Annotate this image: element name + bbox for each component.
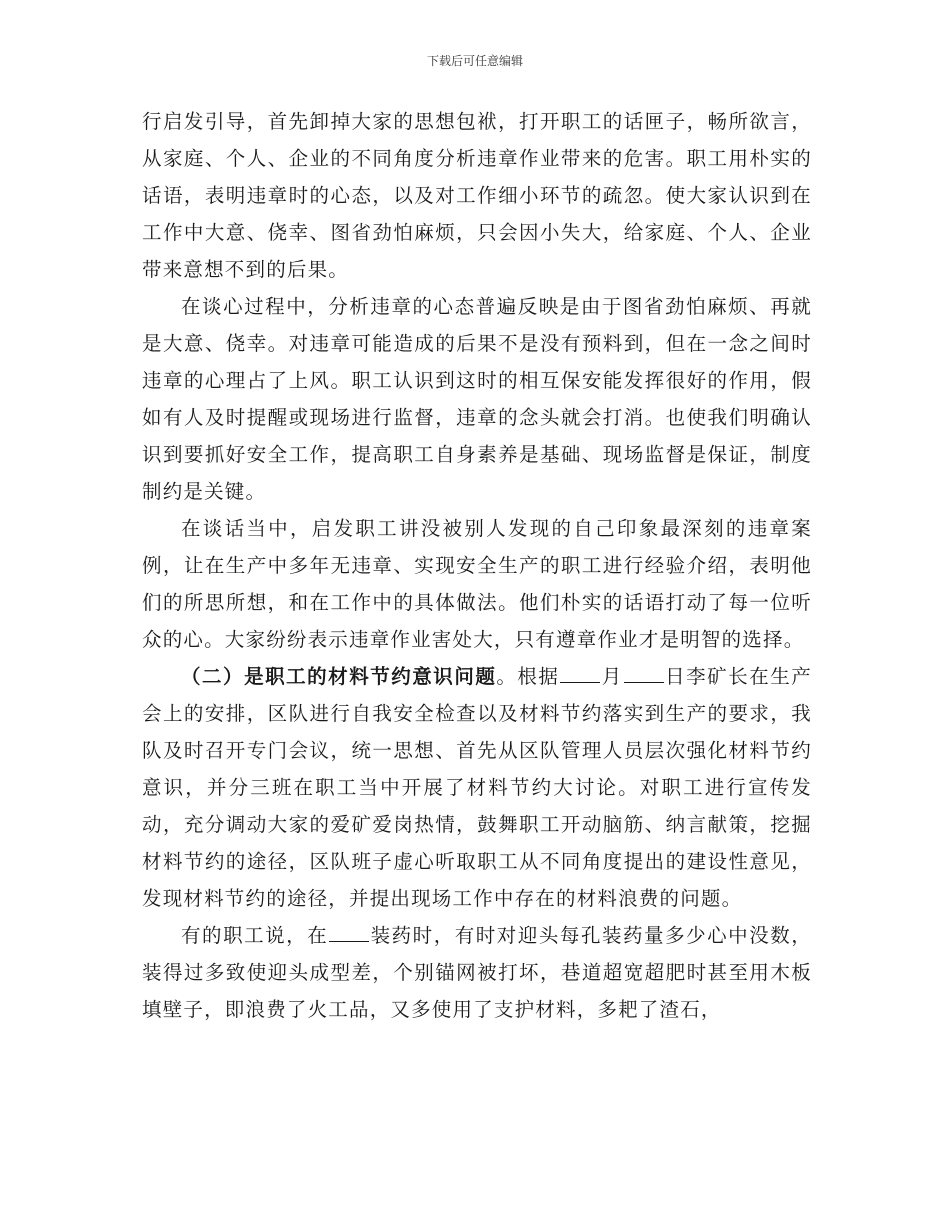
paragraph-2: 在谈心过程中，分析违章的心态普遍反映是由于图省劲怕麻烦、再就是大意、侥幸。对违章可能造成的后果不是没有预料到，但在一念之间时违章的心理占了上风。职工认识到这时的相互保安能发挥很好的作用，假如有人及时提醒或现场进行监督，违章的念头就会打消。也使我们明确认识到要抓好安全工作，提高职工自身素养是基础、现场监督是保证，制度制约是关键。	[142, 295, 812, 503]
paragraph-4	[142, 658, 812, 917]
paragraph-5-text-2: 装药时，有时对迎头每孔装药量多少心中没数，装得过多致使迎头成型差，个别锚网被打坏，巷道超宽超肥时甚至用木板填壁子，即浪费了火工品，又多使用了支护材料，多耙了渣石，	[142, 924, 812, 1021]
fill-blank-location	[329, 923, 369, 942]
paragraph-4-text-2: 月	[601, 665, 623, 688]
fill-blank-day	[624, 664, 664, 683]
paragraph-1: 行启发引导，首先卸掉大家的思想包袱，打开职工的话匣子，畅所欲言，从家庭、个人、企业的不同角度分析违章作业带来的危害。职工用朴实的话语，表明违章时的心态，以及对工作细小环节的疏忽。使大家认识到在工作中大意、侥幸、图省劲怕麻烦，只会因小失大，给家庭、个人、企业带来意想不到的后果。	[142, 110, 812, 281]
paragraph-3: 在谈话当中，启发职工讲没被别人发现的自己印象最深刻的违章案例，让在生产中多年无违章、实现安全生产的职工进行经验介绍，表明他们的所思所想，和在工作中的具体做法。他们朴实的话语打动了每一位听众的心。大家纷纷表示违章作业害处大，只有遵章作业才是明智的选择。	[142, 517, 812, 651]
fill-blank-month	[560, 664, 600, 683]
page-header: 下载后可任意编辑	[426, 54, 523, 68]
paragraph-4-text-3: 日李矿长在生产会上的安排，区队进行自我安全检查以及材料节约落实到生产的要求，我队及时召开专门会议，统一思想、首先从区队管理人员层次强化材料节约意识，并分三班在职工当中开展了材料节约大讨论。对职工进行宣传发动，充分调动大家的爱矿爱岗热情，鼓舞职工开动脑筋、纳言献策，挖掘材料节约的途径，区队班子虚心听取职工从不同角度提出的建设性意见，发现材料节约的途径，并提出现场工作中存在的材料浪费的问题。	[142, 665, 812, 910]
paragraph-5-text-1: 有的职工说，在	[181, 924, 329, 947]
section-heading: （二）是职工的材料节约意识问题	[181, 665, 497, 688]
document-body	[142, 103, 812, 1028]
paragraph-4-text-1: 。根据	[496, 665, 560, 688]
paragraph-5	[142, 917, 812, 1028]
